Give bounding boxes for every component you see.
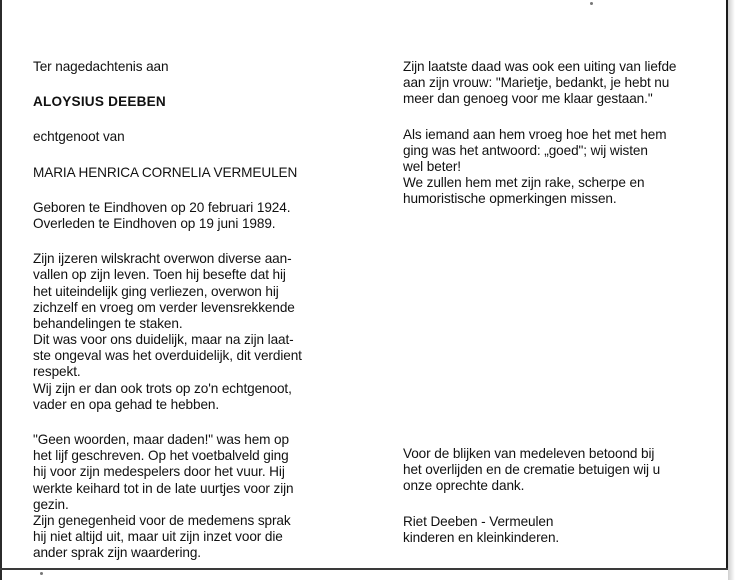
- text-line: "Geen woorden, maar daden!" was hem op: [33, 432, 289, 447]
- scan-speck: [590, 2, 593, 5]
- deceased-name: ALOYSIUS DEEBEN: [33, 94, 166, 110]
- card-shadow: [728, 0, 735, 580]
- text-line: We zullen hem met zijn rake, scherpe en: [403, 175, 645, 191]
- text-line: behandelingen te staken.: [33, 315, 183, 331]
- signature-line: Riet Deeben - Vermeulen: [403, 513, 554, 529]
- text-line: Wij zijn er dan ook trots op zo'n echtgenoot,: [33, 380, 292, 396]
- text-line: gezin.: [33, 496, 69, 512]
- text-line: ander sprak zijn waardering.: [33, 545, 201, 561]
- text-line: hij niet altijd uit, maar uit zijn inzet voor die: [33, 529, 283, 545]
- paragraph-deeds: [33, 432, 345, 562]
- text-line: ging was het antwoord: „goed"; wij wisten: [403, 142, 648, 158]
- text-line: werkte keihard tot in de late uurtjes voor zijn: [33, 480, 294, 496]
- card-edge-left: [0, 0, 2, 580]
- text-line: vallen op zijn leven. Toen hij besefte dat hij: [33, 267, 286, 283]
- text-line: Dit was voor ons duidelijk, maar na zijn laat-: [33, 332, 294, 348]
- paragraph-last-deed: [403, 59, 715, 108]
- signature-line: kinderen en kleinkinderen.: [403, 529, 560, 545]
- intro-text: Ter nagedachtenis aan: [33, 59, 169, 74]
- text-line: het lijf geschreven. Op het voetbalveld ging: [33, 448, 289, 464]
- card-edge-bottom: [0, 568, 728, 570]
- text-line: ste ongeval was het overduidelijk, dit verdient: [33, 348, 302, 364]
- text-line: Zijn laatste daad was ook een uiting van liefde: [403, 59, 677, 74]
- thanks-block: [403, 446, 723, 546]
- text-line: het uiteindelijk ging verliezen, overwon hij: [33, 283, 279, 299]
- text-line: hij voor zijn medespelers door het vuur. Hij: [33, 464, 285, 480]
- paragraph-answer: [403, 127, 715, 208]
- relation-text: echtgenoot van: [33, 129, 125, 145]
- text-line: zichzelf en vroeg om verder levensrekkende: [33, 299, 295, 315]
- text-line: aan zijn vrouw: "Marietje, bedankt, je hebt nu: [403, 75, 670, 91]
- paragraph-willpower: [33, 251, 345, 413]
- spouse-name: MARIA HENRICA CORNELIA VERMEULEN: [33, 164, 298, 180]
- text-line: Zijn genegenheid voor de medemens sprak: [33, 512, 291, 528]
- text-line: respekt.: [33, 364, 81, 380]
- text-line: meer dan genoeg voor me klaar gestaan.": [403, 91, 653, 107]
- text-line: Als iemand aan hem vroeg hoe het met hem: [403, 126, 667, 142]
- left-column: [33, 59, 345, 562]
- thanks-line: het overlijden en de crematie betuigen wij u: [403, 462, 661, 478]
- thanks-line: Voor de blijken van medeleven betoond bij: [403, 446, 655, 461]
- scan-speck: [40, 572, 43, 575]
- text-line: vader en opa gehad te hebben.: [33, 396, 220, 412]
- text-line: humoristische opmerkingen missen.: [403, 191, 617, 207]
- text-line: wel beter!: [403, 158, 461, 174]
- thanks-line: onze oprechte dank.: [403, 478, 525, 494]
- death-line: Overleden te Eindhoven op 19 juni 1989.: [33, 215, 276, 231]
- text-line: Zijn ijzeren wilskracht overwon diverse aan-: [33, 251, 292, 267]
- birth-line: Geboren te Eindhoven op 20 februari 1924.: [33, 199, 291, 215]
- right-column: [403, 59, 715, 208]
